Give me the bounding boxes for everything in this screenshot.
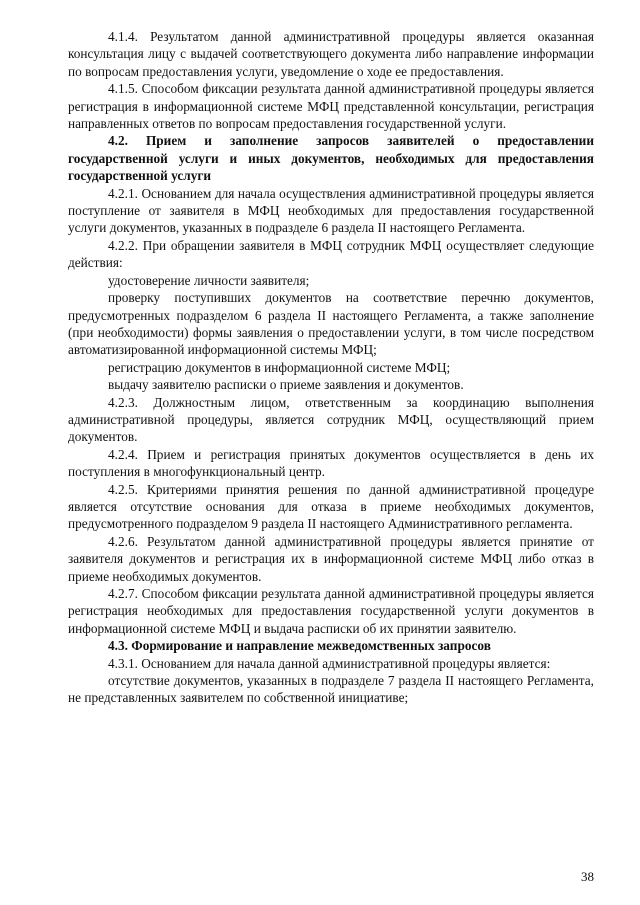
document-body (68, 28, 594, 707)
paragraph-4-1-4: 4.1.4. Результатом данной административной процедуры является оказанная консультация лицу с выдачей соответствующего документа либо направление информации по вопросам предоставления услуги, уведомление о ходе ее предоставления. (68, 29, 594, 79)
paragraph-4-1-5: 4.1.5. Способом фиксации результата данной административной процедуры является регистрация в информационной системе МФЦ представленной консультации, регистрация направленных ответов по вопросам предоставления государственной услуги. (68, 81, 594, 132)
paragraph-4-2-5: 4.2.5. Критериями принятия решения по данной административной процедуре является отсутствие основания для отказа в приеме необходимых документов, предусмотренного подразделом 9 раздела II настоящего Административного регламента. (68, 481, 594, 532)
page-number: 38 (581, 869, 594, 884)
section-heading-4-3: 4.3. Формирование и направление межведомственных запросов (108, 638, 491, 654)
list-item-registration: регистрацию документов в информационной системе МФЦ; (108, 359, 451, 375)
list-item-missing-documents: отсутствие документов, указанных в подразделе 7 раздела II настоящего Регламента, не представленных заявителем по собственной инициативе; (68, 673, 594, 706)
paragraph-4-2-4: 4.2.4. Прием и регистрация принятых документов осуществляется в день их поступления в многофункциональный центр. (68, 446, 594, 480)
paragraph-4-2-1: 4.2.1. Основанием для начала осуществления административной процедуры является поступление от заявителя в МФЦ необходимых для предоставления государственной услуги документов, указанных в подразделе 6 раздела II настоящего Регламента. (68, 185, 594, 236)
paragraph-4-2-2: 4.2.2. При обращении заявителя в МФЦ сотрудник МФЦ осуществляет следующие действия: (68, 237, 594, 271)
list-item-receipt: выдачу заявителю расписки о приеме заявления и документов. (108, 377, 464, 393)
list-item-identity-check: удостоверение личности заявителя; (108, 272, 310, 288)
paragraph-4-3-1: 4.3.1. Основанием для начала данной административной процедуры является: (108, 655, 551, 671)
section-heading-4-2: 4.2. Прием и заполнение запросов заявителей о предоставлении государственной услуги и иных документов, необходимых для предоставления государственной услуги (68, 133, 594, 184)
paragraph-4-2-6: 4.2.6. Результатом данной административной процедуры является принятие от заявителя документов и регистрация их в информационной системе МФЦ либо отказ в приеме необходимых документов. (68, 533, 594, 584)
paragraph-4-2-7: 4.2.7. Способом фиксации результата данной административной процедуры является регистрация необходимых для предоставления государственной услуги документов в информационной системе МФЦ и выдача расписки об их принятии заявителю. (68, 586, 594, 636)
paragraph-4-2-3: 4.2.3. Должностным лицом, ответственным за координацию выполнения административной процедуры, является сотрудник МФЦ, осуществляющий прием документов. (68, 394, 594, 445)
list-item-document-check: проверку поступивших документов на соответствие перечню документов, предусмотренных подразделом 6 раздела II настоящего Регламента, а также заполнение (при необходимости) формы заявления о предоставлении услуги, в том числе посредством автоматизированной информационной системы МФЦ; (68, 290, 594, 358)
